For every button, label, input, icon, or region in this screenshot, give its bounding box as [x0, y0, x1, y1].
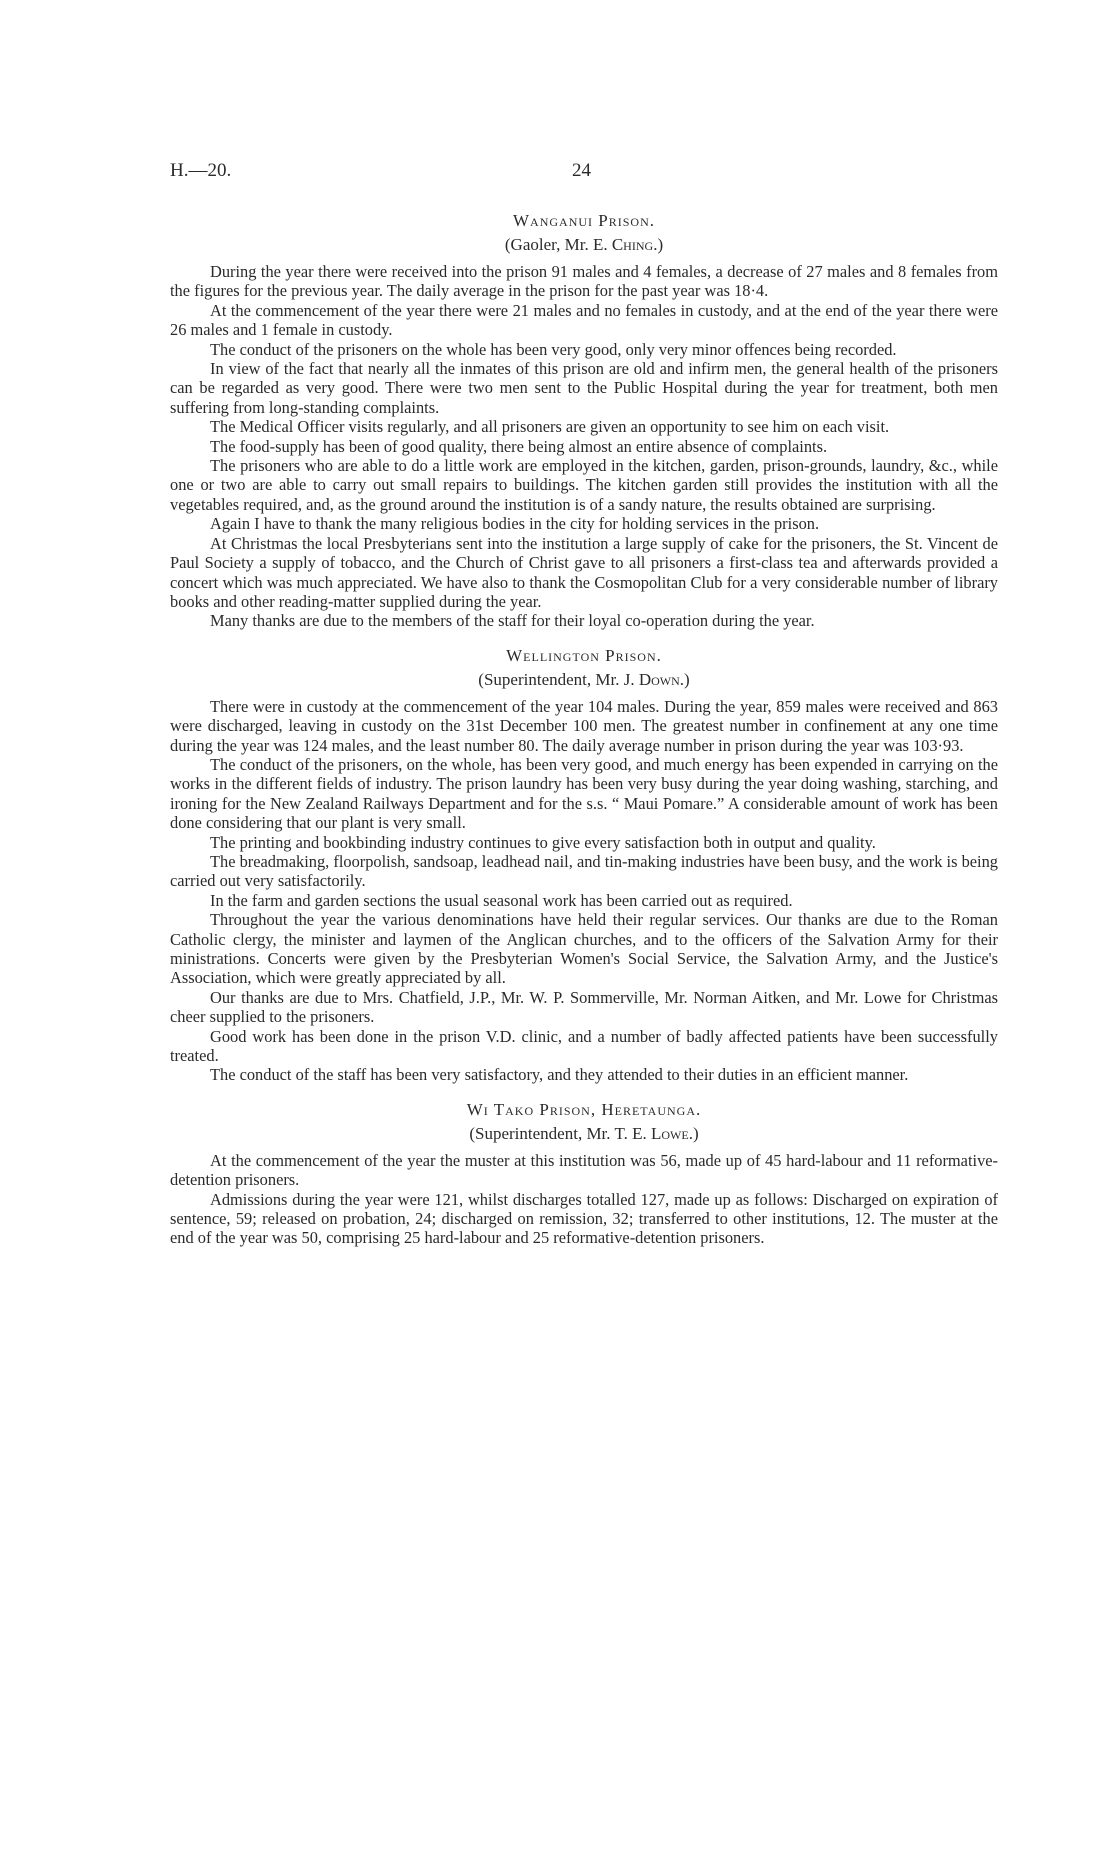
- section-wellington-prison: [170, 645, 998, 1085]
- subtitle-name: Ching: [611, 235, 654, 254]
- paragraph: Again I have to thank the many religious bodies in the city for holding services in the prison.: [210, 514, 820, 534]
- paragraph: The breadmaking, floorpolish, sandsoap, leadhead nail, and tin-making industries have been busy, and the work is being carried out very satisfactorily.: [170, 851, 998, 891]
- subtitle-suffix: .): [653, 235, 664, 254]
- paragraph: In the farm and garden sections the usual seasonal work has been carried out as required.: [210, 890, 793, 910]
- page-number: 24: [572, 160, 591, 181]
- document-reference: H.—20.: [170, 160, 232, 181]
- paragraph: Good work has been done in the prison V.D. clinic, and a number of badly affected patients have been successfully treated.: [170, 1026, 998, 1066]
- paragraph: The conduct of the prisoners on the whole has been very good, only very minor offences being recorded.: [210, 339, 897, 359]
- paragraph: The printing and bookbinding industry continues to give every satisfaction both in output and quality.: [210, 832, 876, 852]
- paragraph: Admissions during the year were 121, whilst discharges totalled 127, made up as follows: Discharged on expiration of sentence, 59; released on probation, 24; discharged on remission, 32; transferred to other institutions, 12. The muster at the end of the year was 50, comprising 25 hard-labour and 25 reformative-detention prisoners.: [170, 1189, 998, 1248]
- paragraph: Our thanks are due to Mrs. Chatfield, J.P., Mr. W. P. Sommerville, Mr. Norman Aitken, and Mr. Lowe for Christmas cheer supplied to the prisoners.: [170, 987, 998, 1027]
- paragraph: The conduct of the prisoners, on the whole, has been very good, and much energy has been expended in carrying on the works in the different fields of industry. The prison laundry has been very busy during the year doing washing, starching, and ironing for the New Zealand Railways Department and for the s.s. “ Maui Pomare.” A considerable amount of work has been done considering that our plant is very small.: [170, 754, 998, 833]
- subtitle-prefix: (Superintendent, Mr. J.: [478, 669, 639, 689]
- section-title: Wanganui Prison.: [513, 211, 655, 230]
- paragraph: Throughout the year the various denominations have held their regular services. Our thanks are due to the Roman Catholic clergy, the minister and laymen of the Anglican churches, and to the officers of the Salvation Army for their ministrations. Concerts were given by the Presbyterian Women's Social Service, the Salvation Army, and the Justice's Association, which were greatly appreciated by all.: [170, 910, 998, 988]
- section-subtitle: [170, 669, 998, 691]
- subtitle-prefix: (Gaoler, Mr. E.: [504, 235, 612, 254]
- subtitle-name: Down: [638, 669, 680, 689]
- paragraph: During the year there were received into the prison 91 males and 4 females, a decrease of 27 males and 8 females from the figures for the previous year. The daily average in the prison for the past year was 18·4.: [170, 262, 998, 301]
- subtitle-suffix: .): [679, 669, 690, 689]
- section-subtitle: [170, 1123, 998, 1145]
- section-wanganui-prison: [170, 210, 998, 631]
- subtitle-name: Lowe: [650, 1123, 689, 1143]
- paragraph: The prisoners who are able to do a little work are employed in the kitchen, garden, prison-grounds, laundry, &c., while one or two are able to carry out small repairs to buildings. The kitchen garden still provides the institution with all the vegetables required, and, as the ground around the institution is of a sandy nature, the results obtained are surprising.: [170, 456, 998, 514]
- paragraph: At the commencement of the year the muster at this institution was 56, made up of 45 hard-labour and 11 reformative-detention prisoners.: [170, 1150, 998, 1190]
- paragraph: The conduct of the staff has been very satisfactory, and they attended to their duties in an efficient manner.: [210, 1065, 909, 1085]
- paragraph: At the commencement of the year there were 21 males and no females in custody, and at the end of the year there were 26 males and 1 female in custody.: [170, 300, 998, 340]
- section-title: Wi Tako Prison, Heretaunga.: [466, 1099, 702, 1119]
- section-wi-tako-prison: [170, 1099, 998, 1248]
- section-subtitle: [170, 234, 998, 256]
- paragraph: The food-supply has been of good quality, there being almost an entire absence of complaints.: [210, 436, 828, 456]
- paragraph: There were in custody at the commencement of the year 104 males. During the year, 859 males were received and 863 were discharged, leaving in custody on the 31st December 100 men. The greatest number in confinement at any one time during the year was 124 males, and the least number 80. The daily average number in prison during the year was 103·93.: [170, 696, 998, 755]
- page-header: [170, 160, 998, 188]
- subtitle-prefix: (Superintendent, Mr. T. E.: [469, 1123, 651, 1143]
- paragraph: In view of the fact that nearly all the inmates of this prison are old and infirm men, the general health of the prisoners can be regarded as very good. There were two men sent to the Public Hospital during the year for treatment, both men suffering from long-standing complaints.: [170, 359, 998, 417]
- page-content: [170, 206, 998, 1248]
- section-title: Wellington Prison.: [506, 645, 662, 665]
- subtitle-suffix: .): [688, 1123, 699, 1143]
- paragraph: At Christmas the local Presbyterians sent into the institution a large supply of cake for the prisoners, the St. Vincent de Paul Society a supply of tobacco, and the Church of Christ gave to all prisoners a first-class tea and afterwards provided a concert which was much appreciated. We have also to thank the Cosmopolitan Club for a very considerable number of library books and other reading-matter supplied during the year.: [170, 533, 998, 611]
- paragraph: The Medical Officer visits regularly, and all prisoners are given an opportunity to see him on each visit.: [210, 417, 890, 437]
- paragraph: Many thanks are due to the members of the staff for their loyal co-operation during the year.: [210, 611, 815, 631]
